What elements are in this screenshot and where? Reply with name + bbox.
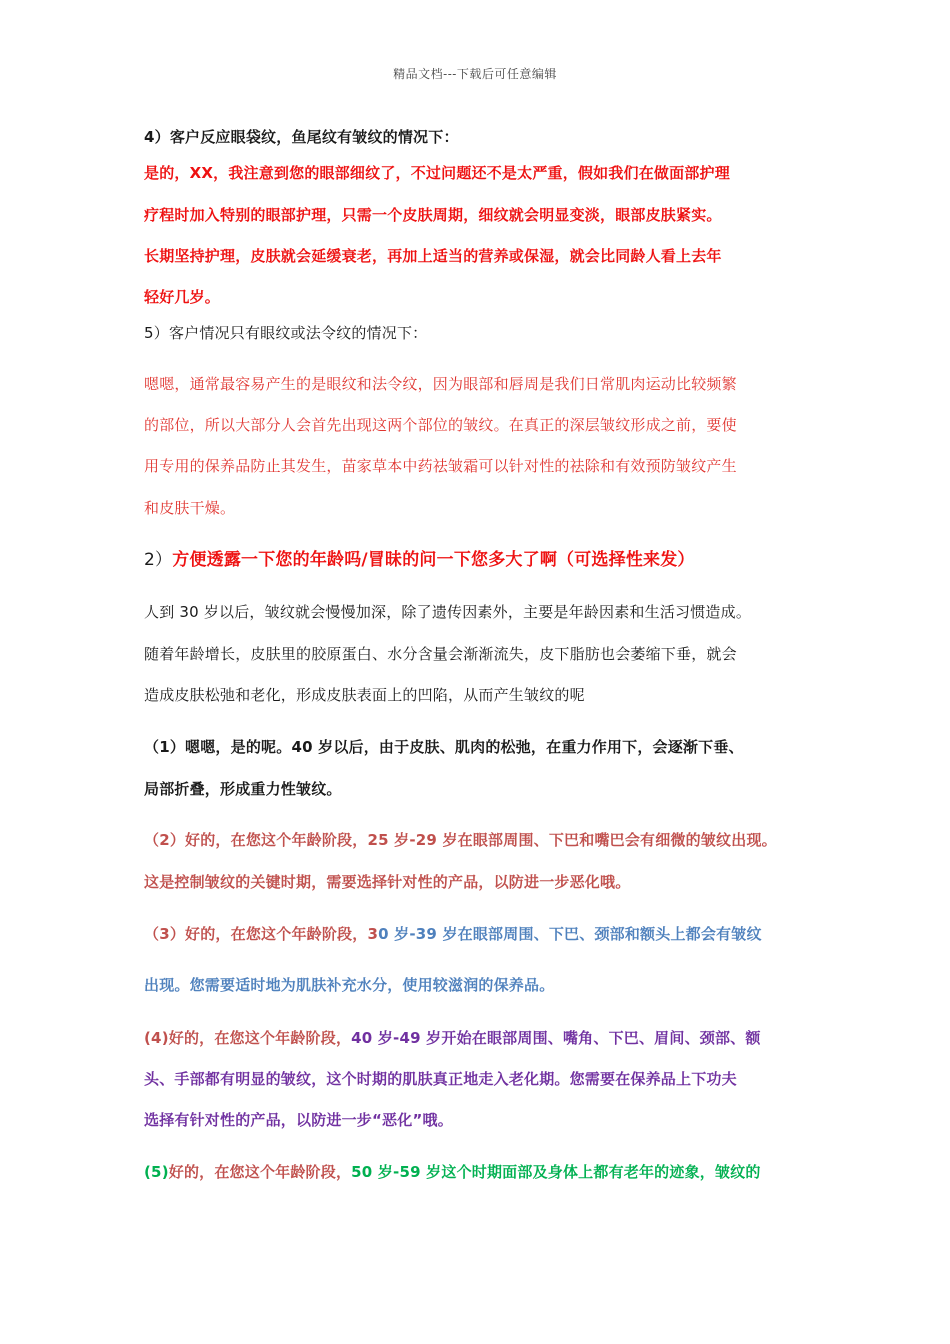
item4-line-2: 头、手部都有明显的皱纹，这个时期的肌肤真正地走入老化期。您需要在保养品上下功夫 <box>144 1070 737 1088</box>
item1-line-1: （1）嗯嗯，是的呢。40 岁以后，由于皮肤、肌肉的松弛，在重力作用下，会逐渐下垂、 <box>144 738 744 756</box>
section2-intro-line-3: 造成皮肤松弛和老化，形成皮肤表面上的凹陷，从而产生皱纹的呢 <box>144 686 585 704</box>
section2-heading-title: 方便透露一下您的年龄吗/冒昧的问一下您多大了啊（可选择性来发） <box>172 550 695 570</box>
item5-line-1-part-3: 50 岁-59 岁这个时期面部及身体上都有老年的迹象，皱纹的 <box>351 1163 761 1181</box>
section5-line-1: 嗯嗯，通常最容易产生的是眼纹和法令纹，因为眼部和唇周是我们日常肌肉运动比较频繁 <box>144 375 737 393</box>
section4-title: 4）客户反应眼袋纹，鱼尾纹有皱纹的情况下： <box>144 128 459 146</box>
page-header: 精品文档---下载后可任意编辑 <box>393 67 557 81</box>
section4-line-1: 是的，XX，我注意到您的眼部细纹了，不过问题还不是太严重，假如我们在做面部护理 <box>144 164 730 182</box>
section5-title: 5）客户情况只有眼纹或法令纹的情况下： <box>144 324 428 342</box>
section5-line-2: 的部位，所以大部分人会首先出现这两个部位的皱纹。在真正的深层皱纹形成之前，要使 <box>144 416 737 434</box>
item2-line-2: 这是控制皱纹的关键时期，需要选择针对性的产品，以防进一步恶化哦。 <box>144 873 631 891</box>
item5-line-1 <box>144 1162 761 1182</box>
section2-intro-line-1: 人到 30 岁以后，皱纹就会慢慢加深，除了遗传因素外，主要是年龄因素和生活习惯造成。 <box>144 603 752 621</box>
section2-intro-line-2: 随着年龄增长，皮肤里的胶原蛋白、水分含量会渐渐流失，皮下脂肪也会萎缩下垂，就会 <box>144 645 737 663</box>
section2-heading-prefix: 2） <box>144 550 173 570</box>
section4-line-4: 轻好几岁。 <box>144 288 221 306</box>
item4-line-1-part-2: 40 岁-49 岁开始在眼部周围、嘴角、下巴、眉间、颈部、额 <box>351 1029 761 1047</box>
item1-line-2: 局部折叠，形成重力性皱纹。 <box>144 780 342 798</box>
item3-line-2: 出现。您需要适时地为肌肤补充水分，使用较滋润的保养品。 <box>144 976 555 994</box>
section4-line-3: 长期坚持护理，皮肤就会延缓衰老，再加上适当的营养或保湿，就会比同龄人看上去年 <box>144 247 722 265</box>
item2-line-1: （2）好的，在您这个年龄阶段，25 岁-29 岁在眼部周围、下巴和嘴巴会有细微的皱纹出现。 <box>144 831 777 849</box>
item5-line-1-part-1: (5) <box>144 1163 169 1181</box>
section5-line-4: 和皮肤干燥。 <box>144 499 236 517</box>
item4-line-1 <box>144 1028 761 1048</box>
section4-line-2: 疗程时加入特别的眼部护理，只需一个皮肤周期，细纹就会明显变淡，眼部皮肤紧实。 <box>144 206 722 224</box>
item3-line-1-part-1: （3）好的，在您这个年龄阶段，3 <box>144 925 379 943</box>
section2-heading <box>144 548 695 572</box>
item4-line-1-part-1: (4)好的，在您这个年龄阶段， <box>144 1029 352 1047</box>
section5-line-3: 用专用的保养品防止其发生，苗家草本中药祛皱霜可以针对性的祛除和有效预防皱纹产生 <box>144 457 737 475</box>
item4-line-3: 选择有针对性的产品，以防进一步“恶化”哦。 <box>144 1111 453 1129</box>
item5-line-1-part-2: 好的，在您这个年龄阶段， <box>168 1163 352 1181</box>
item3-line-1 <box>144 924 762 944</box>
item3-line-1-part-2: 0 岁-39 岁在眼部周围、下巴、颈部和额头上都会有皱纹 <box>378 925 762 943</box>
